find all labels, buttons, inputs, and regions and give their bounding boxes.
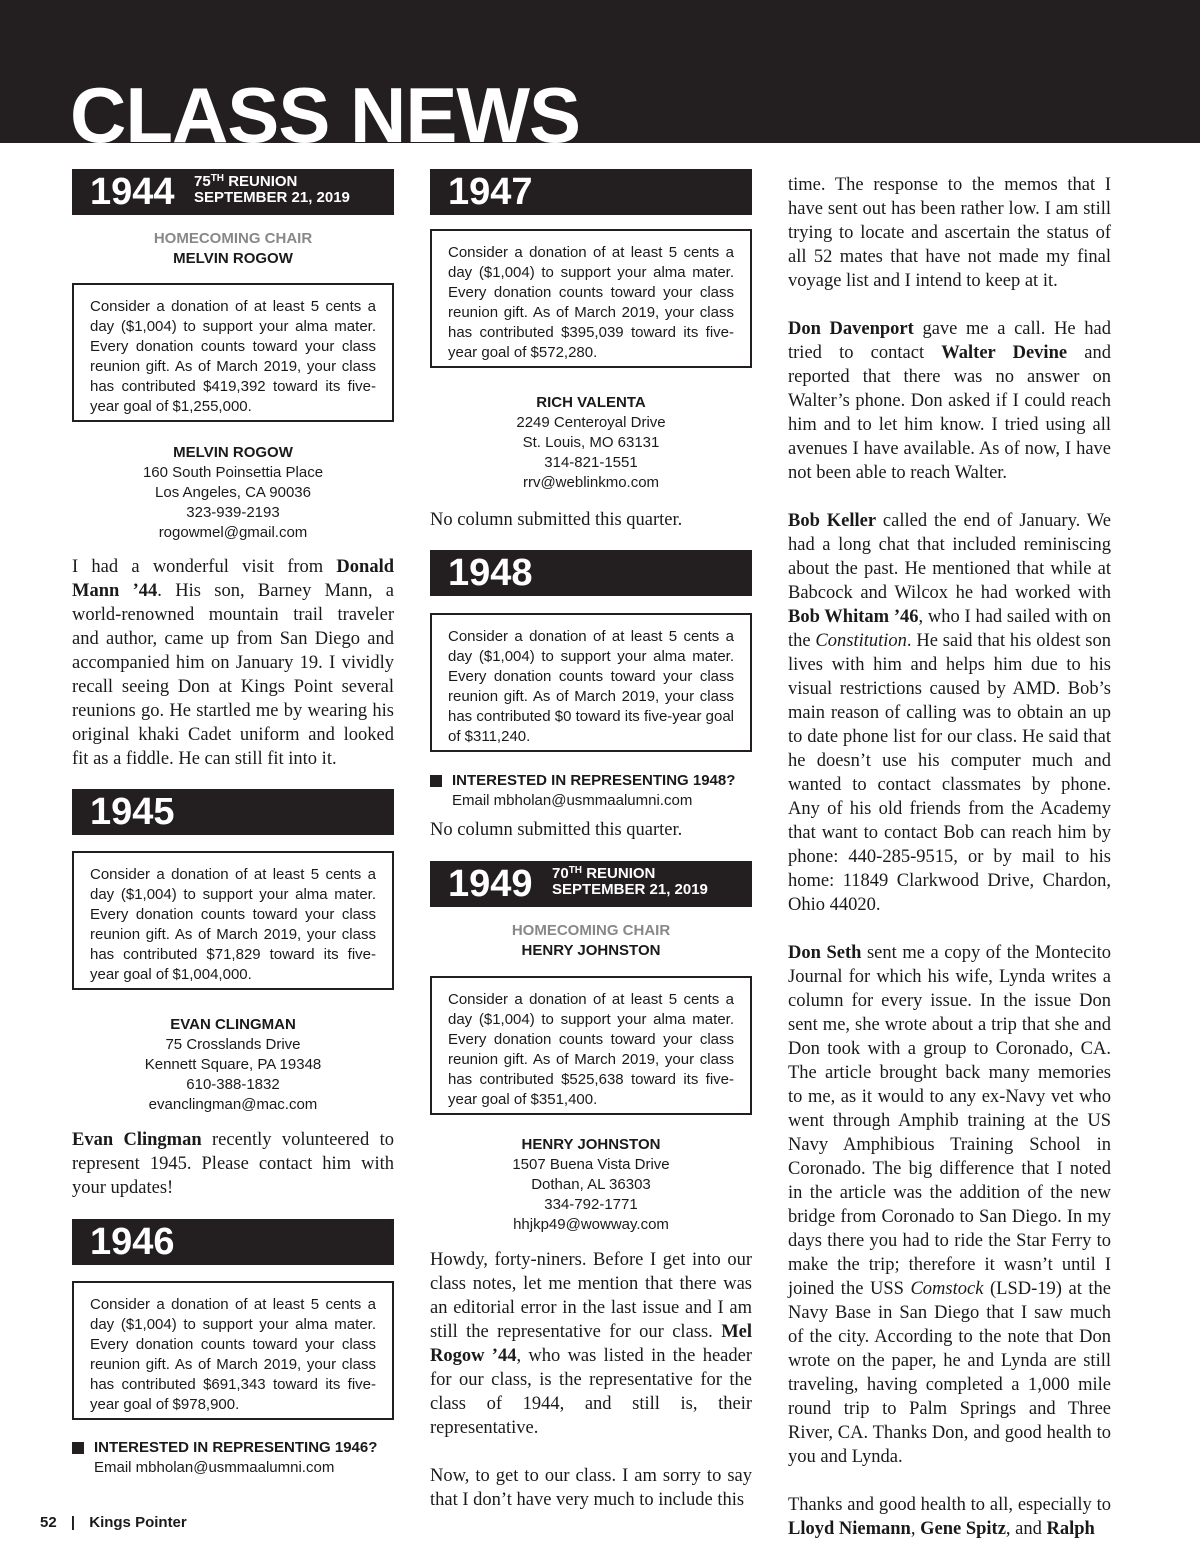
email-link[interactable]: hhjkp49@wowway.com: [513, 1216, 669, 1233]
contact-block: HENRY JOHNSTON 1507 Buena Vista Drive Dothan, AL 36303 334-792-1771 hhjkp49@wowway.com: [430, 1135, 752, 1235]
contact-block: MELVIN ROGOW 160 South Poinsettia Place Los Angeles, CA 90036 323-939-2193 rogowmel@gmail.com: [72, 443, 394, 543]
class-notes-1949: Howdy, forty-niners. Before I get into our class notes, let me mention that there was an editorial error in the last issue and I am still the representative for our class. Mel Rogow ’44, who was listed in the header for our class, is the representative for the class of 1944, and still is, their representative. Now, to get to our class. I am sorry to say that I don’t have very much to include this: [430, 1250, 752, 1510]
reunion-info: 75TH REUNION SEPTEMBER 21, 2019: [194, 173, 350, 206]
year-heading: 1946: [90, 1221, 175, 1263]
class-notes-1945: Evan Clingman recently volunteered to represent 1945. Please contact him with your updates!: [72, 1130, 394, 1198]
donation-box: Consider a donation of at least 5 cents a day ($1,004) to support your alma mater. Every donation counts toward your class reunion gift. As of March 2019, your class has contributed $691,343 toward its five-year goal of $978,900.: [72, 1281, 394, 1420]
email-link[interactable]: Email mbholan@usmmaalumni.com: [452, 792, 693, 809]
footer-separator: |: [70, 1514, 76, 1531]
year-bar-1949: [430, 861, 752, 907]
square-bullet-icon: [72, 1442, 84, 1454]
donation-box: Consider a donation of at least 5 cents a day ($1,004) to support your alma mater. Every donation counts toward your class reunion gift. As of March 2019, your class has contributed $71,829 toward its five-year goal of $1,004,000.: [72, 851, 394, 990]
donation-box: Consider a donation of at least 5 cents a day ($1,004) to support your alma mater. Every donation counts toward your class reunion gift. As of March 2019, your class has contributed $0 toward its five-year goal of $311,240.: [430, 613, 752, 752]
no-column-note: No column submitted this quarter.: [430, 510, 683, 530]
homecoming-chair: HOMECOMING CHAIR HENRY JOHNSTON: [511, 922, 671, 959]
contact-block: RICH VALENTA 2249 Centeroyal Drive St. Louis, MO 63131 314-821-1551 rrv@weblinkmo.com: [430, 393, 752, 493]
year-bar-1947: [430, 169, 752, 215]
homecoming-chair: HOMECOMING CHAIR MELVIN ROGOW: [153, 230, 313, 267]
email-link[interactable]: rogowmel@gmail.com: [158, 524, 308, 541]
year-heading: 1947: [448, 171, 533, 213]
year-heading: 1948: [448, 552, 533, 594]
year-heading: 1944: [90, 171, 175, 213]
year-bar-1945: [72, 789, 394, 835]
email-link[interactable]: Email mbholan@usmmaalumni.com: [94, 1459, 335, 1476]
email-link[interactable]: evanclingman@mac.com: [148, 1096, 318, 1113]
page-title: CLASS NEWS: [70, 72, 581, 143]
publication-name: Kings Pointer: [89, 1514, 187, 1531]
year-heading: 1949: [448, 863, 533, 905]
contact-block: EVAN CLINGMAN 75 Crosslands Drive Kennett Square, PA 19348 610-388-1832 evanclingman@mac.com: [72, 1015, 394, 1115]
year-bar-1946: [72, 1219, 394, 1265]
page-number: 52: [40, 1514, 57, 1531]
class-notes-1944: I had a wonderful visit from Donald Mann ’44. His son, Barney Mann, a world-renowned mountain trail traveler and author, came up from San Diego and accompanied him on January 19. I vividly recall seeing Don at Kings Point several reunions go. He startled me by wearing his original khaki Cadet uniform and looked fit as a fiddle. He can still fit into it.: [72, 557, 394, 769]
email-link[interactable]: rrv@weblinkmo.com: [522, 474, 660, 491]
reunion-info: 70TH REUNION SEPTEMBER 21, 2019: [552, 865, 708, 898]
year-bar-1944: [72, 169, 394, 215]
square-bullet-icon: [430, 775, 442, 787]
class-notes-continued: time. The response to the memos that I have sent out has been rather low. I am still trying to locate and ascertain the status of all 52 mates that have not made my final voyage list and I intend to keep at it. Don Davenport gave me a call. He had tried to contact Walter Devine and reported that there was no answer on Walter’s phone. Don asked if I could reach him and to let him know. I tried using all avenues I have available. As of now, I have not been able to reach Walter. Bob Keller called the end of January. We had a long chat that included reminiscing about the past. He mentioned that while at Babcock and Wilcox he had worked with Bob Whitam ’46, who I had sailed with on the Constitution. He said that his oldest son lives with him and helps him due to his visual restrictions caused by AMD. Bob’s main reason of calling was to obtain an up to date phone list for our class. He said that he doesn’t use his computer much and wanted to contact classmates by phone. Any of his old friends from the Academy that want to contact Bob can reach him by phone: 440-285-9515, or by mail to his home: 11849 Clarkwood Drive, Chardon, Ohio 44020. Don Seth sent me a copy of the Montecito Journal for which his wife, Lynda writes a column for every issue. In the issue Don sent me, she wrote about a trip that she and Don took with a group to Coronado, CA. The article brought back many memories to me, as it would to any ex-Navy vet who went through Amphib training at the US Navy Amphibious Training School in Coronado. The big difference that I noted in the article was the addition of the new bridge from Coronado to San Diego. In my days there you had to ride the Star Ferry to make the trip; therefore it wasn’t until I joined the USS Comstock (LSD-19) at the Navy Base in San Diego that I saw much of the city. According to the note that Don wrote on the paper, he and Lynda are still traveling, having completed a 1,000 mile round trip to Palm Springs and Three River, CA. Thanks Don, and good health to you and Lynda. Thanks and good health to all, especially to Lloyd Niemann, Gene Spitz, and Ralph: [788, 175, 1112, 1539]
year-bar-1948: [430, 550, 752, 596]
no-column-note: No column submitted this quarter.: [430, 820, 683, 840]
donation-box: Consider a donation of at least 5 cents a day ($1,004) to support your alma mater. Every donation counts toward your class reunion gift. As of March 2019, your class has contributed $525,638 toward its five-year goal of $351,400.: [430, 976, 752, 1115]
donation-box: Consider a donation of at least 5 cents a day ($1,004) to support your alma mater. Every donation counts toward your class reunion gift. As of March 2019, your class has contributed $419,392 toward its five-year goal of $1,255,000.: [72, 283, 394, 422]
year-heading: 1945: [90, 791, 175, 833]
donation-box: Consider a donation of at least 5 cents a day ($1,004) to support your alma mater. Every donation counts toward your class reunion gift. As of March 2019, your class has contributed $395,039 toward its five-year goal of $572,280.: [430, 229, 752, 368]
page-footer: [40, 1514, 187, 1531]
